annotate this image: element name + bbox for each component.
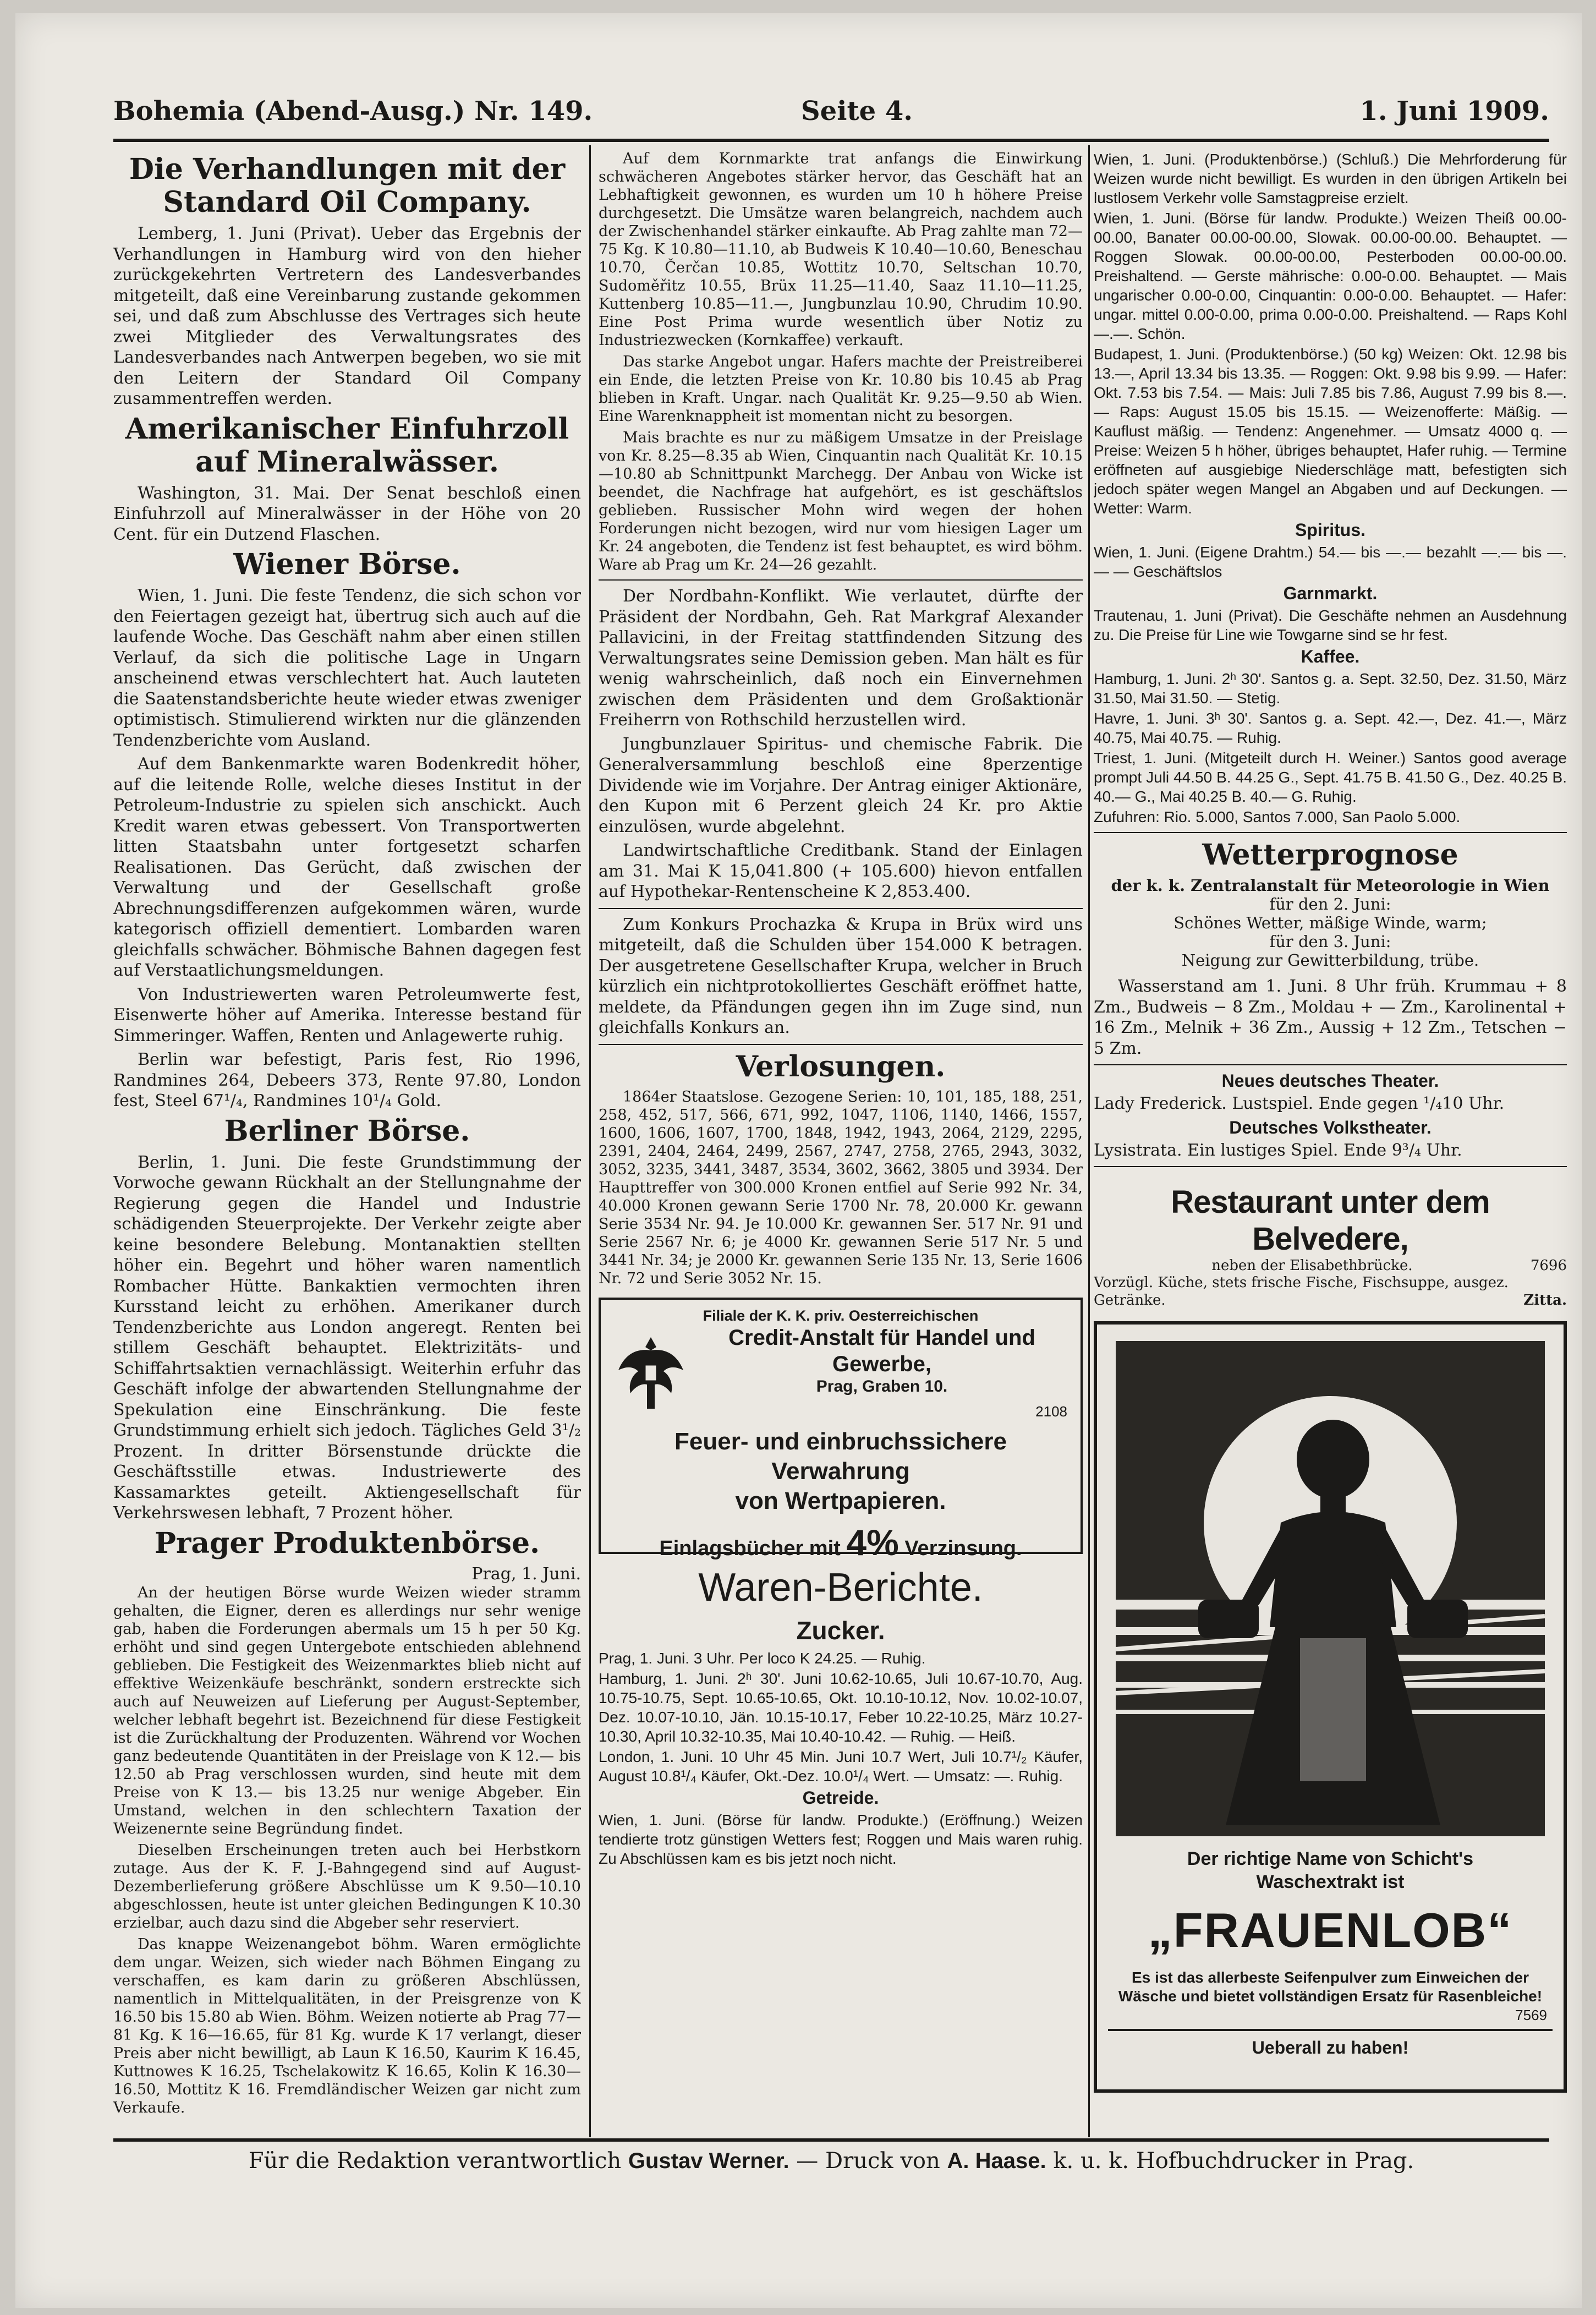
footer-editor: Gustav Werner.: [628, 2149, 789, 2173]
ad-top-line: Filiale der K. K. priv. Oesterreichischen: [703, 1307, 979, 1324]
article-mais: Mais brachte es nur zu mäßigem Umsatze in der Preislage von Kr. 8.25—8.35 ab Wien, Cinquantin nach Qualität Kr. 10.15—10.80 ab Schnittpunkt Marchegg. Der Anbau von Wicke ist beendet, die Nachfrage hat aufgehört, es ist geschäftslos geblieben. Russischer Mohn wird wegen der hohen Forderungen nicht bezogen, wird nur vom hiesigen Lager um Kr. 24 angeboten, die Tendenz ist fest behauptet, es wird böhm. Ware ab Prag um Kr. 24—26 gezahlt.: [599, 429, 1083, 573]
restaurant-belvedere-title: Restaurant unter dem Belvedere,: [1171, 1184, 1490, 1257]
report-kaffee-havre: Havre, 1. Juni. 3ʰ 30ʹ. Santos g. a. Sept. 42.—, Dez. 41.—, März 40.75, Mai 40.75. — Ruhig.: [1094, 710, 1567, 746]
frauenlob-description: Es ist das allerbeste Seifenpulver zum Einweichen der Wäsche und bietet vollständigen Ersatz für Rasenbleiche!: [1118, 1969, 1543, 2005]
report-zucker-london: London, 1. Juni. 10 Uhr 45 Min. Juni 10.7 Wert, Juli 10.7¹/₂ Käufer, August 10.8¹/₄ Käufer, Okt.-Dez. 10.0¹/₄ Wert. — Umsatz: —. Ruhig.: [599, 1748, 1083, 1785]
article-wiener-boerse-p4: Berlin war befestigt, Paris fest, Rio 1996, Randmines 264, Debeers 373, Rente 97.80, London fest, Steel 67¹/₄, Randmines 10¹/₄ Gold.: [113, 1050, 581, 1110]
frauenlob-ad: [1094, 1321, 1567, 2093]
frauenlob-intro: [1097, 1847, 1564, 1893]
theater-2-program: Lysistrata. Ein lustiges Spiel. Ende 9³/₄ Uhr.: [1094, 1140, 1462, 1160]
article-hafer: Das starke Angebot ungar. Hafers machte der Preistreiberei ein Ende, die letzten Preise von Kr. 10.80 bis 10.45 ab Prag blieben in Kraft. Ungar. nach Qualität Kr. 9.25—9.50 ab Wien. Eine Warenknappheit ist momentan nicht zu besorgen.: [599, 353, 1083, 425]
ad-number: 2108: [1035, 1403, 1067, 1420]
footer-a: Für die Redaktion verantwortlich: [248, 2148, 622, 2174]
spiritus-heading: Spiritus.: [1295, 520, 1365, 540]
wetterprognose-title: Wetterprognose: [1202, 838, 1458, 872]
frauenlob-intro-1: Der richtige Name von Schicht's: [1187, 1848, 1474, 1869]
wetter-line-3: für den 3. Juni:: [1269, 932, 1391, 951]
restaurant-ad-number: 7696: [1530, 1257, 1567, 1274]
article-title-verlosungen: Verlosungen.: [736, 1049, 946, 1083]
header-left: Bohemia (Abend-Ausg.) Nr. 149.: [113, 96, 593, 127]
article-prager-p1: An der heutigen Börse wurde Weizen wieder stramm gehalten, die Eigner, deren es allerdings nur sehr wenige gab, haben die Forderungen abermals um 15 h per 50 Kg. erhöht und sind gegen Untergebote entschieden ablehnend geblieben. Die Festigkeit des Weizenmarktes blieb nicht auf effektive Weizenkäufe beschränkt, sondern erstreckte sich auch auf Neuweizen auf Lieferung per August-September, welcher lebhaft begehrt ist. Bezeichnend für diese Festigkeit ist die Zurückhaltung der Produzenten. Während vor Wochen ganz bedeutende Quantitäten in der Preislage von K 12.— bis 12.50 ab Prag verschlossen wurden, sind heute mit dem Preise von K 13.— bis 13.25 nur wenige Abgeber. Ein Umstand, welchen in den schlechtern Taxation der Weizenernte seine Begründung findet.: [113, 1584, 581, 1837]
article-title-berliner-boerse: Berliner Börse.: [224, 1114, 470, 1148]
wetterprognose-source: der k. k. Zentralanstalt für Meteorologie in Wien: [1111, 876, 1550, 895]
report-spiritus: Wien, 1. Juni. (Eigene Drahtm.) 54.— bis —.— bezahlt —.— bis —.— — Geschäftslos: [1094, 544, 1567, 580]
article-creditbank: Landwirtschaftliche Creditbank. Stand der Einlagen am 31. Mai K 15,041.800 (+ 105.600) hievon entfallen auf Hypothekar-Rentenscheine K 2,853.400.: [599, 841, 1083, 901]
restaurant-details: [1094, 1274, 1567, 1309]
report-wien-produktenboerse: Wien, 1. Juni. (Produktenbörse.) (Schluß.) Die Mehrforderung für Weizen wurde nicht bewilligt. Es wurden in den übrigen Artikeln bei lustlosem Verkehr volle Samstagpreise erzielt.: [1094, 151, 1567, 206]
garnmarkt-heading: Garnmarkt.: [1283, 583, 1378, 603]
article-title-prager-produktenboerse: Prager Produktenbörse.: [154, 1526, 540, 1560]
article-wiener-boerse-p1: Wien, 1. Juni. Die feste Tendenz, die sich schon vor den Feiertagen gezeigt hat, übertrug sich auch auf die laufende Woche. Das Geschäft nahm aber einen stillen Verlauf, da sich die politische Lage in Ungarn anscheinend etwas verschlechtert hat. Auch lauteten die Saatenstandsberichte heute wieder etwas zweniger optimistisch. Stimulierend wirkten nur die glänzenden Tendenzberichte vom Ausland.: [113, 586, 581, 750]
ad-address: Prag, Graben 10.: [816, 1377, 948, 1395]
frauenlob-brand: „FRAUENLOB“: [1148, 1903, 1513, 1957]
report-kaffee-triest: Triest, 1. Juni. (Mitgeteilt durch H. Weiner.) Santos good average prompt Juli 44.50 B. 44.25 G., Sept. 41.75 B. 41.50 G., Dez. 40.25 B. 40.— G., Mai 40.25 B. 40.— G. Ruhig.: [1094, 749, 1567, 805]
frauenlob-rule: [1108, 2029, 1553, 2031]
article-berliner-boerse: Berlin, 1. Juni. Die feste Grundstimmung der Vorwoche gewann Rückhalt an der Stellungnahme der Regierung gegen die Handel und Industrie schädigenden Steuerprojekte. Der Verkehr zeigte aber keine besondere Belebung. Montanaktien stellten höher ein. Begehrt und höher waren namentlich Rombacher Hütte. Bankaktien vermochten ihren Kursstand leicht zu erhöhen. Amerikaner durch Tendenzberichte aus London angeregt. Renten bei stillem Geschäft behauptet. Elektrizitäts- und Schiffahrtsaktien vernachlässigt. Weiterhin erfuhr das Geschäft infolge der abwartenden Stellungnahme der Spekulation eine Einschränkung. Die feste Grundstimmung erhielt sich jedoch. Tägliches Geld 3¹/₂ Prozent. In dritter Börsenstunde drückte die Geschäftsstille etwas. Industriewerte des Kassamarktes geteilt. Aktiengesellschaft für Verkehrswesen lebhaft, 7 Prozent höher.: [113, 1152, 581, 1523]
restaurant-location: [1094, 1257, 1567, 1274]
theater-2-title: Deutsches Volkstheater.: [1229, 1117, 1432, 1137]
article-title-wiener-boerse: Wiener Börse.: [233, 548, 461, 581]
theater-1-title: Neues deutsches Theater.: [1221, 1071, 1439, 1091]
article-wiener-boerse-p3: Von Industriewerten waren Petroleumwerte fest, Eisenwerte höher auf Amerika. Interesse bestand für Simmeringer. Waffen, Renten und Anlagewerte ruhig.: [113, 984, 581, 1046]
column-3: [1094, 150, 1567, 2120]
article-verlosungen: 1864er Staatslose. Gezogene Serien: 10, 101, 185, 188, 251, 258, 452, 517, 566, 671, 992, 1047, 1106, 1140, 1466, 1557, 1600, 1606, 1607, 1700, 1848, 1942, 1943, 2064, 2129, 2295, 2391, 2404, 2464, 2499, 2567, 2747, 2758, 2765, 2943, 3032, 3052, 3235, 3441, 3487, 3534, 3602, 3662, 3805 und 3934. Der Haupttreffer von 300.000 Kronen entfiel auf Serie 992 Nr. 34, 40.000 Kronen gewann Serie 1700 Nr. 78, 20.000 Kr. gewann Serie 3534 Nr. 94. Je 10.000 Kr. gewannen Ser. 517 Nr. 91 und Serie 2567 Nr. 6; je 4000 Kr. gewannen Serie 517 Nr. 5 und 3441 Nr. 34; je 2000 Kr. gewannen Serie 135 Nr. 13, Serie 1606 Nr. 72 und Serie 3052 Nr. 15.: [599, 1088, 1083, 1287]
article-title-standard-oil: Die Verhandlungen mit der Standard Oil Company.: [129, 152, 566, 219]
waren-berichte-title: Waren-Berichte.: [698, 1565, 983, 1610]
ad-line-2: von Wertpapieren.: [735, 1487, 946, 1514]
divider: [599, 1044, 1083, 1045]
article-nordbahn: Der Nordbahn-Konflikt. Wie verlautet, dürfte der Präsident der Nordbahn, Geh. Rat Markgraf Alexander Pallavicini, in der Freitag stattfindenden Sitzung des Verwaltungsrates seine Demission geben. Man hält es für wenig wahrscheinlich, daß noch ein Einvernehmen zwischen dem Präsidenten und dem Großaktionär Freiherrn von Rothschild herzustellen wird.: [599, 587, 1083, 730]
page-header: [113, 96, 1549, 145]
divider: [1094, 1166, 1567, 1167]
zucker-heading: Zucker.: [796, 1616, 885, 1645]
footer-c: — Druck von: [796, 2148, 940, 2174]
article-prager-p2: Dieselben Erscheinungen treten auch bei Herbstkorn zutage. Aus der K. F. J.-Bahngegend sind auf August-Dezemberlieferung größere Abschlüsse um K 9.50—10.10 abgeschlossen, heute ist unter gleichen Bedingungen K 10.30 erzielbar, auch dazu sind die Abgeber sehr reserviert.: [113, 1841, 581, 1931]
ad-percent: 4%: [846, 1522, 899, 1563]
article-konkurs: Zum Konkurs Prochazka & Krupa in Brüx wird uns mitgeteilt, daß die Schulden über 154.000 K betragen. Der ausgetretene Gesellschafter Krupa, welcher in Bruch kürzlich ein nichtprotokolliertes Geschäft eröffnet hatte, meldete, da Pfändungen gegen ihn im Zuge sind, nun gleichfalls Konkurs an.: [599, 915, 1083, 1037]
divider: [1094, 1064, 1567, 1065]
article-jungbunzlau: Jungbunzlauer Spiritus- und chemische Fabrik. Die Generalversammlung beschloß eine 8perzentige Dividende wie im Vorjahre. Der Antrag einiger Aktionäre, den Kupon mit 6 Perzent gleich 24 Kr. pro Aktie einzulösen, wurde abgelehnt.: [599, 734, 1083, 836]
report-getreide-wien: Wien, 1. Juni. (Börse für landw. Produkte.) (Eröffnung.) Weizen tendierte trotz günstigen Wetters fest; Roggen und Mais waren ruhig. Zu Abschlüssen kam es bis jetzt noch nicht.: [599, 1811, 1083, 1867]
frauenlob-availability: Ueberall zu haben!: [1252, 2038, 1409, 2057]
wetter-line-2: Schönes Wetter, mäßige Winde, warm;: [1173, 913, 1487, 932]
divider: [599, 579, 1083, 581]
wetter-line-1: für den 2. Juni:: [1269, 895, 1391, 913]
article-prager-p3: Das knappe Weizenangebot böhm. Waren ermöglichte dem ungar. Weizen, sich wieder nach Böhmen Eingang zu verschaffen, es kam darin zu größeren Abschlüssen, namentlich in Mittelqualitäten, in der Preisgrenze von K 16.50 bis 15.80 ab Wien. Böhm. Weizen notierte ab Prag 77—81 Kg. K 16—16.65, für 81 Kg. wurde K 17 verlangt, dieser Preis aber nicht bewilligt, ab Laun K 16.50, Kaurim K 16.45, Kuttnowes K 16.25, Tschelakowitz K 16.65, Kolin K 16.30—16.50, Mottitz K 16. Fremdländischer Weizen gar nicht zum Verkaufe.: [113, 1935, 581, 2116]
footer-printer: A. Haase.: [947, 2149, 1046, 2173]
eagle-emblem-icon: [615, 1332, 687, 1414]
ad-bank-name: Credit-Anstalt für Handel und Gewerbe,: [728, 1325, 1035, 1376]
column-2: [599, 150, 1083, 2120]
article-title-einfuhrzoll: Amerikanischer Einfuhrzoll auf Mineralwässer.: [125, 412, 569, 479]
article-kornmarkt: Auf dem Kornmarkte trat anfangs die Einwirkung schwächeren Angebotes stärker hervor, das Geschäft hat an Lebhaftigkeit gewonnen, es wurden um 10 h höhere Preise durchgesetzt. Die Umsätze waren belangreich, nachdem auch der Zwischenhandel stärker einkaufte. Ab Prag zahlte man 72—75 Kg. K 10.80—11.10, ab Budweis K 10.40—10.60, Beneschau 10.70, Čerčan 10.85, Wottitz 10.70, Seltschan 10.70, Sudoměřitz 10.55, Brüx 11.25—11.40, Saaz 11.10—11.25, Kuttenberg 10.85—11.—, Jungbunzlau 10.90, Chrudim 10.90. Eine Post Prima wurde wesentlich über Notiz zu Industriezwecken (Kornkaffee) verkauft.: [599, 150, 1083, 349]
report-kaffee-hamburg: Hamburg, 1. Juni. 2ʰ 30ʹ. Santos g. a. Sept. 32.50, Dez. 31.50, März 31.50, Mai 31.50. — Stetig.: [1094, 670, 1567, 707]
frauenlob-intro-2: Waschextrakt ist: [1256, 1871, 1405, 1892]
header-page-number: Seite 4.: [801, 96, 913, 127]
woman-illustration-icon: [1116, 1341, 1545, 1836]
ad-line-3-a: Einlagsbücher mit: [659, 1536, 841, 1560]
header-date: 1. Juni 1909.: [1359, 96, 1549, 127]
ad-line-3: [612, 1522, 1070, 1563]
restaurant-description: Vorzügl. Küche, stets frische Fische, Fischsuppe, ausgez. Getränke.: [1094, 1274, 1509, 1309]
getreide-heading: Getreide.: [802, 1787, 879, 1808]
restaurant-location-text: neben der Elisabethbrücke.: [1211, 1257, 1413, 1274]
kaffee-heading: Kaffee.: [1301, 647, 1360, 666]
header-rule: [113, 139, 1549, 142]
report-wien-landw: Wien, 1. Juni. (Börse für landw. Produkte.) Weizen Theiß 00.00-00.00, Banater 00.00-00.00, Slowak. 00.00-00.00. Behauptet. — Roggen Slowak. 00.00-00.00, Pesterboden 00.00-00.00. Preishaltend. — Gerste mährische: 0.00-0.00. Behauptet. — Mais ungarischer 0.00-0.00, Cinquantin: 0.00-0.00. Behauptet. — Hafer: ungar. mittel 0.00-0.00, prima 0.00-0.00. Preishaltend. — Raps Kohl —.—. Schön.: [1094, 210, 1567, 342]
report-zucker-hamburg: Hamburg, 1. Juni. 2ʰ 30ʹ. Juni 10.62-10.65, Juli 10.67-10.70, Aug. 10.75-10.75, Sept. 10.65-10.65, Okt. 10.10-10.12, Nov. 10.02-10.07, Dez. 10.07-10.10, Jän. 10.15-10.17, Feber 10.22-10.25, März 10.27-10.30, April 10.32-10.35, Mai 10.40-10.42. — Ruhig. — Heiß.: [599, 1670, 1083, 1745]
frauenlob-ad-number: 7569: [1515, 2007, 1547, 2023]
restaurant-owner: Zitta.: [1523, 1292, 1567, 1309]
wetter-line-4: Neigung zur Gewitterbildung, trübe.: [1181, 951, 1479, 970]
article-dateline: Prag, 1. Juni.: [471, 1564, 581, 1584]
report-kaffee-zufuhren: Zufuhren: Rio. 5.000, Santos 7.000, San Paolo 5.000.: [1094, 808, 1461, 825]
article-einfuhrzoll: Washington, 31. Mai. Der Senat beschloß einen Einfuhrzoll auf Mineralwässer in der Höhe von 20 Cent. für ein Dutzend Flaschen.: [113, 483, 581, 544]
footer-rule: [113, 2138, 1549, 2142]
article-standard-oil: Lemberg, 1. Juni (Privat). Ueber das Ergebnis der Verhandlungen in Hamburg wird von den hieher zurückgekehrten Vertretern des Landesverbandes mitgeteilt, daß eine Vereinbarung zustande gekommen sei, und daß zum Abschlusse des Vertrages sich heute zwei Mitglieder des Verwaltungsrates des Landesverbandes nach Antwerpen begeben, wo sie mit den Leitern der Standard Oil Company zusammentreffen werden.: [113, 224, 581, 408]
ad-line-3-b: Verzinsung.: [904, 1536, 1022, 1560]
article-wiener-boerse-p2: Auf dem Bankenmarkte waren Bodenkredit höher, auf die leitende Rolle, welche dieses Institut in der Petroleum-Industrie zu spielen sich anschickt. Auch Kredit waren etwas gebessert. Von Transportwerten litten Staatsbahn unter fortgesetzt scharfen Realisationen. Das Gerücht, daß zwischen der Verwaltung und der Gesellschaft große Abrechnungsdifferenzen aufgekommen wären, wurde kategorisch offiziell dementiert. Lombarden waren gleichfalls schwächer. Böhmische Bahnen dagegen fest auf Verstaatlichungsmeldungen.: [113, 754, 581, 980]
credit-anstalt-ad: [599, 1298, 1083, 1563]
report-budapest: Budapest, 1. Juni. (Produktenbörse.) (50 kg) Weizen: Okt. 12.98 bis 13.—, April 13.34 bis 13.35. — Roggen: Okt. 9.98 bis 9.99. — Hafer: Okt. 7.53 bis 7.54. — Mais: Juli 7.85 bis 7.86, August 7.99 bis 8.—. — Raps: August 15.05 bis 15.15. — Weizenofferte: Mäßig. — Kauflust mäßig. — Tendenz: Angenehmer. — Umsatz 4000 q. — Preise: Weizen 5 h höher, übriges behauptet, Hafer ruhig. — Termine eröffneten auf ausgiebige Niederschläge matt, befestigten sich jedoch später wegen Mangel an Abgaben und auf Deckungen. — Wetter: Warm.: [1094, 346, 1567, 517]
divider: [1094, 832, 1567, 833]
wasserstand: Wasserstand am 1. Juni. 8 Uhr früh. Krummau + 8 Zm., Budweis − 8 Zm., Moldau + — Zm., Karolinental + 16 Zm., Melnik + 36 Zm., Aussig + 12 Zm., Tetschen − 5 Zm.: [1094, 977, 1567, 1058]
report-garnmarkt: Trautenau, 1. Juni (Privat). Die Geschäfte nehmen an Ausdehnung zu. Die Preise für Line wie Towgarne sind se hr fest.: [1094, 607, 1567, 643]
column-1: [113, 150, 581, 2120]
report-zucker-prag: Prag, 1. Juni. 3 Uhr. Per loco K 24.25. — Ruhig.: [599, 1649, 926, 1667]
theater-1-program: Lady Frederick. Lustspiel. Ende gegen ¹/₄10 Uhr.: [1094, 1094, 1505, 1113]
newspaper-page: [15, 13, 1582, 2308]
divider: [599, 908, 1083, 909]
ad-line-1: Feuer- und einbruchssichere Verwahrung: [674, 1427, 1007, 1485]
footer-e: k. u. k. Hofbuchdrucker in Prag.: [1053, 2148, 1414, 2174]
column-divider-1: [589, 145, 591, 2137]
column-divider-2: [1088, 145, 1090, 2137]
page-footer: [113, 2148, 1549, 2174]
